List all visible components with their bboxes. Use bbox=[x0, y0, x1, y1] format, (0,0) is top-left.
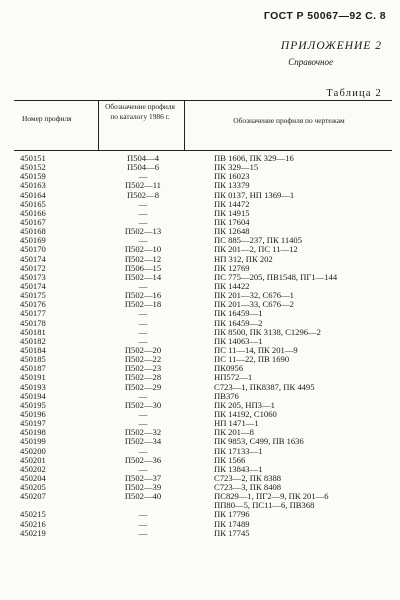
catalog-designation-cell: — bbox=[138, 308, 148, 319]
catalog-designation-cell: П502—40 bbox=[124, 491, 162, 502]
drawing-designation-cell: ПК 14192, С1060 bbox=[214, 408, 277, 419]
catalog-designation-cell: П502—18 bbox=[124, 299, 162, 310]
profile-number-cell: 450151 bbox=[20, 153, 46, 163]
table-row bbox=[0, 172, 400, 181]
table-row bbox=[0, 154, 400, 163]
table-caption: Таблица 2 bbox=[326, 88, 382, 99]
column-header-drawings: Обозначение профиля по чертежам bbox=[233, 116, 345, 125]
drawing-designation-cell: С723—1, ПК8387, ПК 4495 bbox=[214, 381, 315, 392]
profile-number-cell: 450201 bbox=[20, 454, 46, 465]
profile-number-cell: 450200 bbox=[20, 445, 46, 456]
profile-number-cell: 450177 bbox=[20, 308, 46, 319]
drawing-designation-cell: ПК 201—2, ПС 11—12 bbox=[214, 244, 298, 255]
table-row bbox=[0, 319, 400, 328]
table-row bbox=[0, 309, 400, 318]
catalog-designation-cell: — bbox=[138, 390, 148, 401]
profile-number-cell: 450184 bbox=[20, 344, 46, 355]
table-row bbox=[0, 355, 400, 364]
drawing-designation-cell: ПК 17604 bbox=[214, 216, 250, 227]
table-row bbox=[0, 328, 400, 337]
drawing-designation-cell: ПК 201—32, С676—1 bbox=[214, 290, 294, 301]
profile-number-cell: 450205 bbox=[20, 482, 46, 493]
profile-number-cell: 450196 bbox=[20, 408, 46, 419]
profile-number-cell: 450174 bbox=[20, 253, 46, 264]
table-row bbox=[0, 191, 400, 200]
table-row bbox=[0, 218, 400, 227]
catalog-designation-cell: — bbox=[138, 235, 148, 246]
profile-number-cell: 450164 bbox=[20, 189, 46, 200]
catalog-designation-cell: — bbox=[138, 335, 148, 346]
catalog-designation-cell: — bbox=[138, 198, 148, 209]
table-row bbox=[0, 383, 400, 392]
appendix-subtitle: Справочное bbox=[288, 57, 333, 67]
drawing-designation-cell: ПК 16459—1 bbox=[214, 308, 263, 319]
profile-number-cell: 450219 bbox=[20, 527, 46, 538]
profile-number-cell: 450215 bbox=[20, 509, 46, 520]
catalog-designation-cell: — bbox=[138, 216, 148, 227]
profile-number-cell: 450182 bbox=[20, 335, 46, 346]
table-row bbox=[0, 510, 400, 519]
drawing-designation-cell: ПС 11—22, ПВ 1690 bbox=[214, 354, 290, 365]
catalog-designation-cell: — bbox=[138, 317, 148, 328]
table-row bbox=[0, 474, 400, 483]
table-row bbox=[0, 300, 400, 309]
table-row bbox=[0, 410, 400, 419]
catalog-designation-cell: П502—37 bbox=[124, 472, 162, 483]
profile-number-cell: 450166 bbox=[20, 207, 46, 218]
drawing-designation-cell: ПК 16023 bbox=[214, 171, 250, 182]
drawing-designation-cell: ПК0956 bbox=[214, 363, 244, 374]
drawing-designation-cell: ПК 14472 bbox=[214, 198, 250, 209]
table-row bbox=[0, 520, 400, 529]
profile-number-cell: 450169 bbox=[20, 235, 46, 246]
catalog-designation-cell: П502—10 bbox=[124, 244, 162, 255]
table-row bbox=[0, 209, 400, 218]
table-row bbox=[0, 236, 400, 245]
drawing-designation-cell: ПК 1566 bbox=[214, 454, 246, 465]
drawing-designation-cell: ПК 17745 bbox=[214, 527, 250, 538]
drawing-designation-cell: ПС829—1, ПГ2—9, ПК 201—6 bbox=[214, 491, 329, 502]
drawing-designation-cell: ПК 17796 bbox=[214, 509, 250, 520]
table-row bbox=[0, 373, 400, 382]
column-header-catalog-line1: Обозначение профиля bbox=[105, 102, 175, 111]
profile-number-cell: 450174 bbox=[20, 280, 46, 291]
profile-number-cell: 450216 bbox=[20, 518, 46, 529]
table-row bbox=[0, 364, 400, 373]
table-row bbox=[0, 392, 400, 401]
drawing-designation-cell: С723—2, ПК 8388 bbox=[214, 472, 282, 483]
table-row bbox=[0, 492, 400, 501]
appendix-title: ПРИЛОЖЕНИЕ 2 bbox=[280, 40, 382, 52]
catalog-designation-cell: — bbox=[138, 445, 148, 456]
profile-number-cell: 450152 bbox=[20, 162, 46, 173]
profile-number-cell: 450193 bbox=[20, 381, 46, 392]
catalog-designation-cell: — bbox=[138, 326, 148, 337]
drawing-designation-cell: ПК 13379 bbox=[214, 180, 250, 191]
catalog-designation-cell: П502—12 bbox=[124, 253, 162, 264]
drawing-designation-cell: ПК 12769 bbox=[214, 262, 250, 273]
drawing-designation-cell: ПК 14422 bbox=[214, 280, 250, 291]
profile-number-cell: 450159 bbox=[20, 171, 46, 182]
catalog-designation-cell: П504—6 bbox=[127, 162, 159, 173]
drawing-designation-cell: ПК 14063—1 bbox=[214, 335, 263, 346]
drawing-designation-cell: ПК 205, НП3—1 bbox=[214, 399, 275, 410]
drawing-designation-cell: ПС 11—14, ПК 201—9 bbox=[214, 344, 298, 355]
catalog-designation-cell: П502—30 bbox=[124, 399, 162, 410]
profile-number-cell: 450202 bbox=[20, 463, 46, 474]
drawing-designation-cell: ПК 0137, НП 1369—1 bbox=[214, 189, 295, 200]
table-row bbox=[0, 264, 400, 273]
table-row bbox=[0, 465, 400, 474]
catalog-designation-cell: — bbox=[138, 509, 148, 520]
profile-number-cell: 450168 bbox=[20, 226, 46, 237]
profile-number-cell: 450185 bbox=[20, 354, 46, 365]
catalog-designation-cell: — bbox=[138, 207, 148, 218]
profile-number-cell: 450175 bbox=[20, 290, 46, 301]
drawing-designation-cell: ПК 17133—1 bbox=[214, 445, 263, 456]
column-header-catalog-line2: по каталогу 1986 г. bbox=[110, 111, 170, 121]
drawing-designation-cell: ПК 201—33, С676—2 bbox=[214, 299, 294, 310]
catalog-designation-cell: — bbox=[138, 463, 148, 474]
profile-number-cell: 450173 bbox=[20, 271, 46, 282]
table-row bbox=[0, 245, 400, 254]
profile-number-cell: 450163 bbox=[20, 180, 46, 191]
profile-number-cell: 450167 bbox=[20, 216, 46, 227]
table-row bbox=[0, 227, 400, 236]
catalog-designation-cell: — bbox=[138, 280, 148, 291]
catalog-designation-cell: — bbox=[138, 408, 148, 419]
catalog-designation-cell: П502—34 bbox=[124, 436, 162, 447]
profile-number-cell: 450178 bbox=[20, 317, 46, 328]
table-row bbox=[0, 529, 400, 538]
table-row bbox=[0, 346, 400, 355]
drawing-designation-cell: ПК 14915 bbox=[214, 207, 250, 218]
table-row bbox=[0, 255, 400, 264]
profile-number-cell: 450198 bbox=[20, 427, 46, 438]
profile-number-cell: 450170 bbox=[20, 244, 46, 255]
catalog-designation-cell: — bbox=[138, 527, 148, 538]
table-row bbox=[0, 200, 400, 209]
catalog-designation-cell: П502—14 bbox=[124, 271, 162, 282]
drawing-designation-cell: НП 312, ПК 202 bbox=[214, 253, 273, 264]
drawing-designation-cell: С723—3, ПК 8408 bbox=[214, 482, 282, 493]
catalog-designation-cell: П502—22 bbox=[124, 354, 162, 365]
profile-number-cell: 450165 bbox=[20, 198, 46, 209]
catalog-designation-cell: П502—16 bbox=[124, 290, 162, 301]
catalog-designation-cell: П502—20 bbox=[124, 344, 162, 355]
drawing-designation-cell: ПК 9853, С499, ПВ 1636 bbox=[214, 436, 304, 447]
profile-number-cell: 450197 bbox=[20, 418, 46, 429]
catalog-designation-cell: П502—29 bbox=[124, 381, 162, 392]
profile-number-cell: 450204 bbox=[20, 472, 46, 483]
catalog-designation-cell: П502—39 bbox=[124, 482, 162, 493]
catalog-designation-cell: — bbox=[138, 518, 148, 529]
catalog-designation-cell: П502—28 bbox=[124, 372, 162, 383]
table-row bbox=[0, 419, 400, 428]
table-header-rule bbox=[14, 150, 392, 151]
table-row bbox=[0, 401, 400, 410]
table-row bbox=[0, 163, 400, 172]
catalog-designation-cell: П502—8 bbox=[127, 189, 159, 200]
table-row bbox=[0, 456, 400, 465]
table-row bbox=[0, 428, 400, 437]
page-header: ГОСТ Р 50067—92 С. 8 bbox=[263, 10, 386, 22]
catalog-designation-cell: П506—15 bbox=[124, 262, 162, 273]
table-row bbox=[0, 291, 400, 300]
table-row bbox=[0, 282, 400, 291]
drawing-designation-cell: ПК 16459—2 bbox=[214, 317, 263, 328]
table-row bbox=[0, 337, 400, 346]
table-top-rule bbox=[14, 100, 392, 101]
table-row bbox=[0, 437, 400, 446]
profile-number-cell: 450187 bbox=[20, 363, 46, 374]
drawing-designation-cell: НП 1471—1 bbox=[214, 418, 259, 429]
table-body bbox=[0, 154, 400, 538]
drawing-designation-cell: ПК 329—15 bbox=[214, 162, 259, 173]
profile-number-cell: 450172 bbox=[20, 262, 46, 273]
drawing-designation-cell: ПС 775—205, ПВ1548, ПГ1—144 bbox=[214, 271, 338, 282]
catalog-designation-cell: П502—13 bbox=[124, 226, 162, 237]
catalog-designation-cell: П502—32 bbox=[124, 427, 162, 438]
profile-number-cell: 450194 bbox=[20, 390, 46, 401]
column-header-catalog bbox=[102, 102, 178, 121]
table-row bbox=[0, 447, 400, 456]
drawing-designation-cell: ПК 13843—1 bbox=[214, 463, 263, 474]
table-row bbox=[0, 501, 400, 510]
drawing-designation-cell: ПК 17489 bbox=[214, 518, 250, 529]
catalog-designation-cell: — bbox=[138, 418, 148, 429]
profile-number-cell: 450181 bbox=[20, 326, 46, 337]
drawing-designation-cell: ПП80—5, ПС11—6, ПВ368 bbox=[214, 500, 315, 511]
drawing-designation-cell: ПК 12648 bbox=[214, 226, 250, 237]
column-divider bbox=[98, 100, 99, 150]
drawing-designation-cell: ПВ376 bbox=[214, 390, 239, 401]
drawing-designation-cell: ПВ 1606, ПК 329—16 bbox=[214, 153, 294, 163]
catalog-designation-cell: — bbox=[138, 171, 148, 182]
column-header-profile-number: Номер профиля bbox=[22, 114, 72, 123]
drawing-designation-cell: НП572—1 bbox=[214, 372, 253, 383]
drawing-designation-cell: ПК 8500, ПК 3138, С1296—2 bbox=[214, 326, 321, 337]
table-row bbox=[0, 483, 400, 492]
profile-number-cell: 450199 bbox=[20, 436, 46, 447]
profile-number-cell: 450207 bbox=[20, 491, 46, 502]
table-row bbox=[0, 181, 400, 190]
profile-number-cell: 450176 bbox=[20, 299, 46, 310]
profile-number-cell: 450191 bbox=[20, 372, 46, 383]
catalog-designation-cell: П504—4 bbox=[127, 153, 159, 163]
table-row bbox=[0, 273, 400, 282]
catalog-designation-cell: П502—23 bbox=[124, 363, 162, 374]
profile-number-cell: 450195 bbox=[20, 399, 46, 410]
catalog-designation-cell: П502—36 bbox=[124, 454, 162, 465]
drawing-designation-cell: ПС 885—237, ПК 11405 bbox=[214, 235, 303, 246]
column-divider bbox=[184, 100, 185, 150]
catalog-designation-cell: П502—11 bbox=[125, 180, 161, 191]
drawing-designation-cell: ПК 201—8 bbox=[214, 427, 254, 438]
